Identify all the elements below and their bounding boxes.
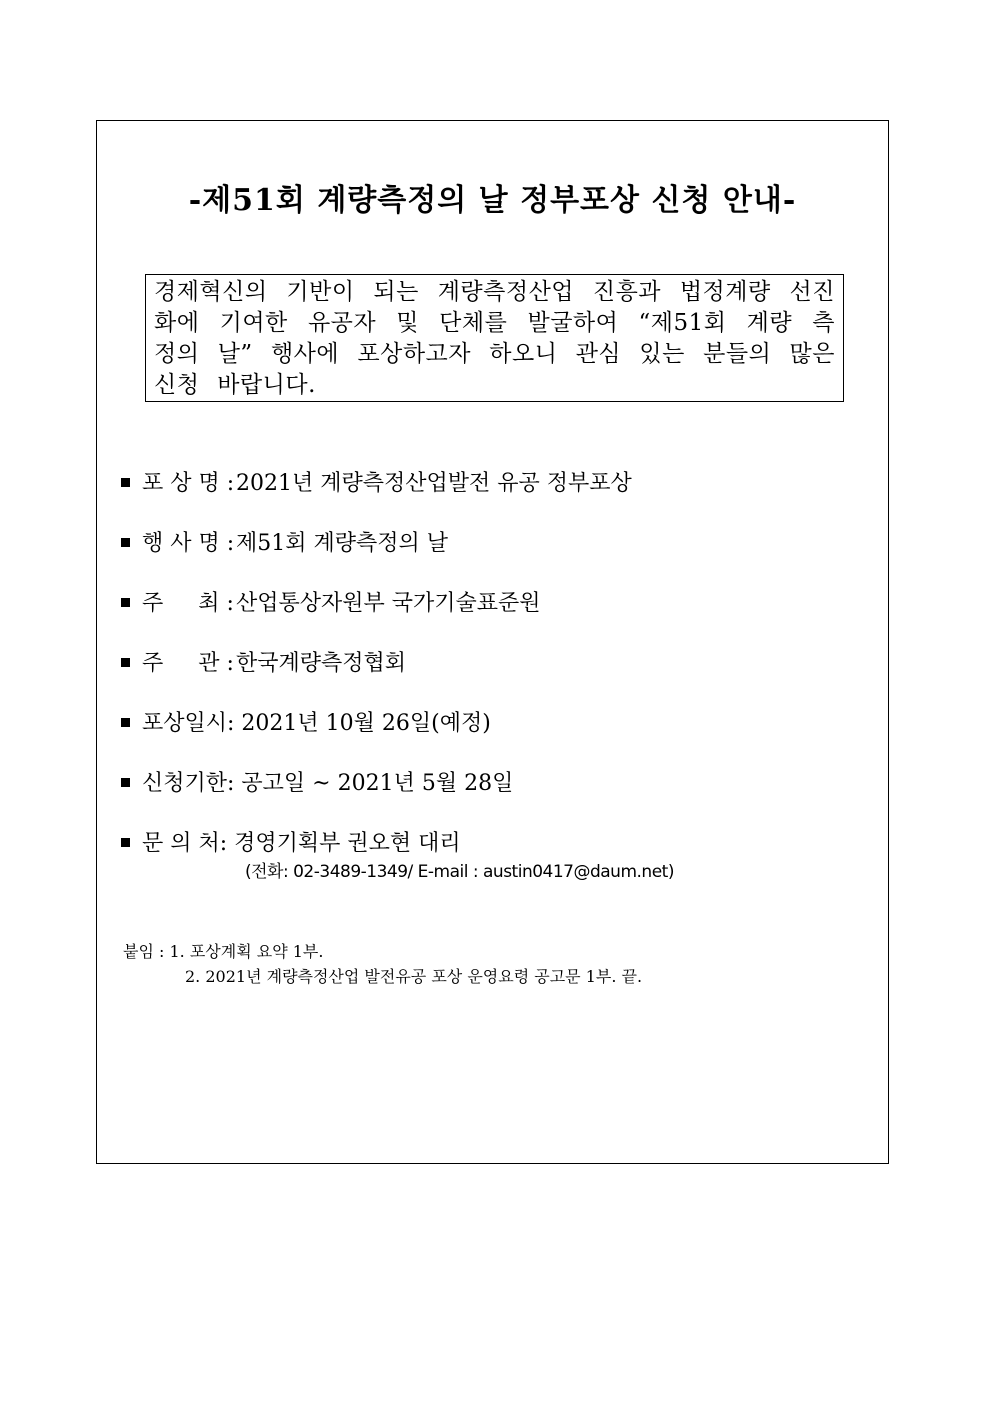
item-label: 주 최 : <box>142 591 241 616</box>
intro-box <box>145 274 844 402</box>
intro-text: 경제혁신의 기반이 되는 계량측정산업 진흥과 법정계량 선진화에 기여한 유공자 및 단체를 발굴하여 “제51회 계량 측정의 날” 행사에 포상하고자 하오니 관심 있는 분들의 많은 신청 바랍니다. <box>154 279 835 398</box>
square-bullet-icon <box>121 598 130 607</box>
item-value: 제51회 계량측정의 날 <box>236 531 448 556</box>
contact-detail: (전화: 02-3489-1349/ E-mail : austin0417@daum.net) <box>245 862 674 882</box>
item-value: 한국계량측정협회 <box>236 651 407 676</box>
list-item-organizer <box>121 649 861 709</box>
square-bullet-icon <box>121 538 130 547</box>
list-item-contact <box>121 829 861 889</box>
item-value: 공고일 ~ 2021년 5월 28일 <box>241 771 514 796</box>
list-item-award-name <box>121 469 861 529</box>
list-item-host <box>121 589 861 649</box>
item-value: 산업통상자원부 국가기술표준원 <box>236 591 541 616</box>
item-value: 경영기획부 권오현 대리 <box>234 831 461 856</box>
item-label: 행 사 명 : <box>142 531 242 556</box>
item-label: 문 의 처: <box>142 831 235 856</box>
attachment-line-1: 붙임 : 1. 포상계획 요약 1부. <box>123 942 324 961</box>
square-bullet-icon <box>121 718 130 727</box>
item-label: 신청기한: <box>142 771 242 796</box>
attachments <box>123 939 642 989</box>
item-value: 2021년 계량측정산업발전 유공 정부포상 <box>236 471 632 496</box>
square-bullet-icon <box>121 838 130 847</box>
list-item-deadline <box>121 769 861 829</box>
info-list <box>121 469 861 889</box>
item-label: 포 상 명 : <box>142 471 242 496</box>
square-bullet-icon <box>121 658 130 667</box>
item-label: 포상일시: <box>142 711 242 736</box>
page-title: -제51회 계량측정의 날 정부포상 신청 안내- <box>188 183 797 218</box>
square-bullet-icon <box>121 478 130 487</box>
square-bullet-icon <box>121 778 130 787</box>
notice-frame <box>96 120 889 1164</box>
list-item-award-date <box>121 709 861 769</box>
item-value: 2021년 10월 26일(예정) <box>241 711 491 736</box>
attachment-line-2: 2. 2021년 계량측정산업 발전유공 포상 운영요령 공고문 1부. 끝. <box>185 967 643 986</box>
list-item-event-name <box>121 529 861 589</box>
item-label: 주 관 : <box>142 651 241 676</box>
